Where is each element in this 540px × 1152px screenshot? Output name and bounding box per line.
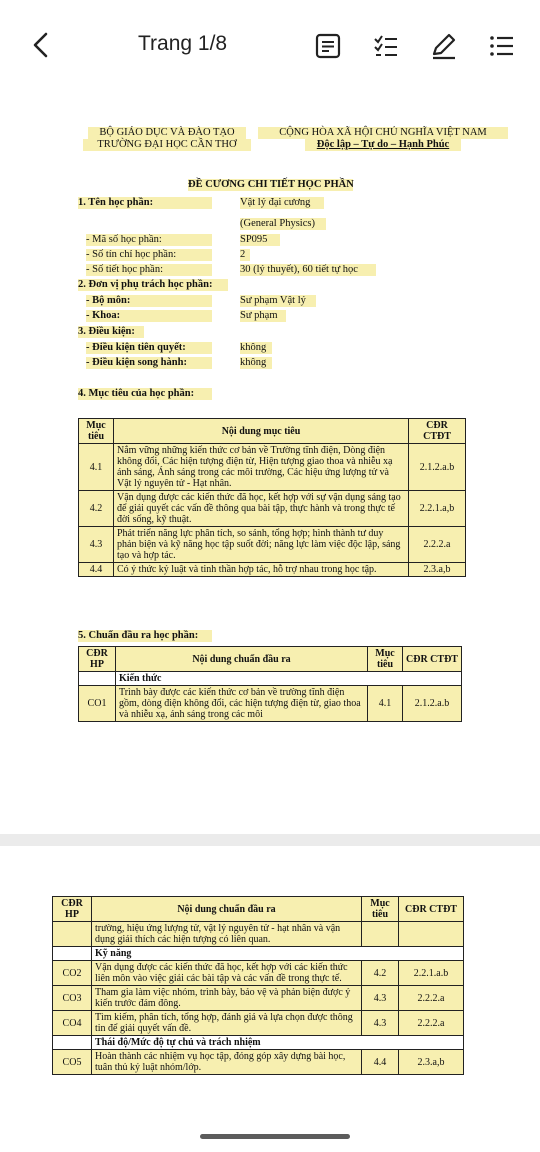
group-label: Kiến thức bbox=[116, 672, 462, 686]
section-4-heading: 4. Mục tiêu của học phần: bbox=[78, 388, 212, 400]
prerequisite-label: - Điều kiện tiên quyết: bbox=[86, 342, 212, 354]
outcome-content: Hoàn thành các nhiệm vụ học tập, đóng góp xây dựng bài học, tuân thủ kỷ luật nhóm/lớp. bbox=[92, 1050, 362, 1075]
col-header: Mục tiêu bbox=[79, 419, 114, 444]
table-row bbox=[53, 986, 464, 1011]
col-header: CĐR HP bbox=[79, 647, 116, 672]
group-label: Thái độ/Mức độ tự chủ và trách nhiệm bbox=[92, 1036, 464, 1050]
objective-cdr: 2.2.1.a,b bbox=[409, 491, 466, 527]
course-name-en: (General Physics) bbox=[240, 218, 326, 230]
outcome-content: Tìm kiếm, phân tích, tổng hợp, đánh giá và lựa chọn được thông tin để giải quyết vấn đề. bbox=[92, 1011, 362, 1036]
outcome-cdr: 2.1.2.a.b bbox=[403, 686, 462, 722]
objective-content: Vận dụng được các kiến thức đã học, kết hợp với sự vận dụng sáng tạo để giải quyết các vấn đề thông qua bài tập, thực hành và trong thực tế đời sống, kỹ thuật. bbox=[114, 491, 409, 527]
outcome-objective: 4.1 bbox=[368, 686, 403, 722]
outcome-content: trường, hiệu ứng lượng tử, vật lý nguyên tử - hạt nhân và vận dụng giải thích các hiện tượng có liên quan. bbox=[92, 922, 362, 947]
top-toolbar bbox=[0, 0, 540, 90]
course-code-label: - Mã số học phần: bbox=[86, 234, 212, 246]
col-header: CĐR CTĐT bbox=[409, 419, 466, 444]
outcome-cdr: 2.2.1.a.b bbox=[399, 961, 464, 986]
horizontal-scrollbar[interactable] bbox=[200, 1134, 350, 1139]
table-row bbox=[79, 527, 466, 563]
objectives-table bbox=[78, 418, 466, 577]
chevron-left-icon[interactable] bbox=[28, 30, 54, 60]
outcome-objective: 4.3 bbox=[362, 1011, 399, 1036]
outcomes-table bbox=[78, 646, 462, 722]
section-2-heading: 2. Đơn vị phụ trách học phần: bbox=[78, 279, 228, 291]
group-row bbox=[53, 947, 464, 961]
document-page-1[interactable] bbox=[0, 90, 540, 834]
table-row bbox=[79, 563, 466, 577]
objective-id: 4.1 bbox=[79, 444, 114, 491]
table-row bbox=[79, 686, 462, 722]
outcome-id: CO1 bbox=[79, 686, 116, 722]
credits-label: - Số tín chỉ học phần: bbox=[86, 249, 212, 261]
outcome-content: Tham gia làm việc nhóm, trình bày, bảo vệ và phản biện được ý kiến trước đám đông. bbox=[92, 986, 362, 1011]
objective-cdr: 2.2.2.a bbox=[409, 527, 466, 563]
section-1-heading: 1. Tên học phần: bbox=[78, 197, 212, 209]
outcome-objective: 4.4 bbox=[362, 1050, 399, 1075]
outcome-content: Vận dụng được các kiến thức đã học, kết hợp với các kiến thức liên môn vào việc giải các bài tập và các vấn đề trong thực tế. bbox=[92, 961, 362, 986]
periods: 30 (lý thuyết), 60 tiết tự học bbox=[240, 264, 376, 276]
group-label: Kỹ năng bbox=[92, 947, 464, 961]
outcome-content: Trình bày được các kiến thức cơ bản về trường tĩnh điện gồm, dòng điện không đổi, các hiện tượng điện từ, giao thoa và nhiễu xạ, ánh sáng trong các môi bbox=[116, 686, 368, 722]
table-row bbox=[79, 491, 466, 527]
table-row bbox=[53, 961, 464, 986]
objective-content: Nắm vững những kiến thức cơ bản về Trường tĩnh điện, Dòng điện không đổi, Các hiện tượng điện từ, Hiện tượng giao thoa và nhiễu xạ ánh sáng, Ánh sáng trong các môi trường, Các hiệu ứng lượng tử và Vật lý nguyên tử - Hạt nhân. bbox=[114, 444, 409, 491]
col-header: Nội dung chuẩn đầu ra bbox=[92, 897, 362, 922]
objective-id: 4.2 bbox=[79, 491, 114, 527]
republic-header: CỘNG HÒA XÃ HỘI CHỦ NGHĨA VIỆT NAM bbox=[258, 127, 508, 139]
col-header: CĐR HP bbox=[53, 897, 92, 922]
section-3-heading: 3. Điều kiện: bbox=[78, 326, 144, 338]
outcome-objective: 4.3 bbox=[362, 986, 399, 1011]
objective-cdr: 2.3.a,b bbox=[409, 563, 466, 577]
course-code: SP095 bbox=[240, 234, 280, 246]
outcome-objective: 4.2 bbox=[362, 961, 399, 986]
outcome-cdr: 2.3.a,b bbox=[399, 1050, 464, 1075]
motto-header: Độc lập – Tự do – Hạnh Phúc bbox=[305, 139, 461, 151]
col-header: CĐR CTĐT bbox=[403, 647, 462, 672]
group-row bbox=[53, 1036, 464, 1050]
table-row bbox=[53, 922, 464, 947]
page-separator bbox=[0, 834, 540, 846]
table-header-row bbox=[53, 897, 464, 922]
table-row bbox=[53, 1050, 464, 1075]
list-icon[interactable] bbox=[488, 32, 516, 60]
course-name: Vật lý đại cương bbox=[240, 197, 324, 209]
table-header-row bbox=[79, 419, 466, 444]
section-5-heading: 5. Chuẩn đầu ra học phần: bbox=[78, 630, 212, 642]
col-header: Mục tiêu bbox=[362, 897, 399, 922]
document-page-2[interactable] bbox=[0, 846, 540, 1152]
department-label: - Bộ môn: bbox=[86, 295, 212, 307]
table-row bbox=[53, 1011, 464, 1036]
credits: 2 bbox=[240, 249, 250, 261]
faculty: Sư phạm bbox=[240, 310, 286, 322]
checklist-icon[interactable] bbox=[372, 32, 400, 60]
department: Sư phạm Vật lý bbox=[240, 295, 316, 307]
pen-icon[interactable] bbox=[430, 32, 458, 60]
faculty-label: - Khoa: bbox=[86, 310, 212, 322]
periods-label: - Số tiết học phần: bbox=[86, 264, 212, 276]
document-title: ĐỀ CƯƠNG CHI TIẾT HỌC PHẦN bbox=[188, 179, 354, 190]
objective-content: Phát triển năng lực phân tích, so sánh, tổng hợp; hình thành tư duy phản biện và kỹ năng học tập suốt đời; năng lực làm việc độc lập, sáng tạo và hợp tác. bbox=[114, 527, 409, 563]
objective-id: 4.3 bbox=[79, 527, 114, 563]
table-row bbox=[79, 444, 466, 491]
col-header: Nội dung mục tiêu bbox=[114, 419, 409, 444]
university-header: TRƯỜNG ĐẠI HỌC CẦN THƠ bbox=[83, 139, 251, 151]
ministry-header: BỘ GIÁO DỤC VÀ ĐÀO TẠO bbox=[88, 127, 246, 139]
outcome-id: CO4 bbox=[53, 1011, 92, 1036]
group-row bbox=[79, 672, 462, 686]
outcomes-table-continued bbox=[52, 896, 464, 1075]
col-header: CĐR CTĐT bbox=[399, 897, 464, 922]
table-header-row bbox=[79, 647, 462, 672]
objective-id: 4.4 bbox=[79, 563, 114, 577]
outcome-id: CO2 bbox=[53, 961, 92, 986]
col-header: Mục tiêu bbox=[368, 647, 403, 672]
page-indicator: Trang 1/8 bbox=[138, 32, 228, 55]
objective-cdr: 2.1.2.a.b bbox=[409, 444, 466, 491]
corequisite: không bbox=[240, 357, 272, 369]
prerequisite: không bbox=[240, 342, 272, 354]
outcome-cdr: 2.2.2.a bbox=[399, 986, 464, 1011]
outcome-id: CO5 bbox=[53, 1050, 92, 1075]
col-header: Nội dung chuẩn đầu ra bbox=[116, 647, 368, 672]
notes-icon[interactable] bbox=[314, 32, 342, 60]
corequisite-label: - Điều kiện song hành: bbox=[86, 357, 212, 369]
outcome-id: CO3 bbox=[53, 986, 92, 1011]
objective-content: Có ý thức kỷ luật và tinh thần hợp tác, hỗ trợ nhau trong học tập. bbox=[114, 563, 409, 577]
outcome-cdr: 2.2.2.a bbox=[399, 1011, 464, 1036]
